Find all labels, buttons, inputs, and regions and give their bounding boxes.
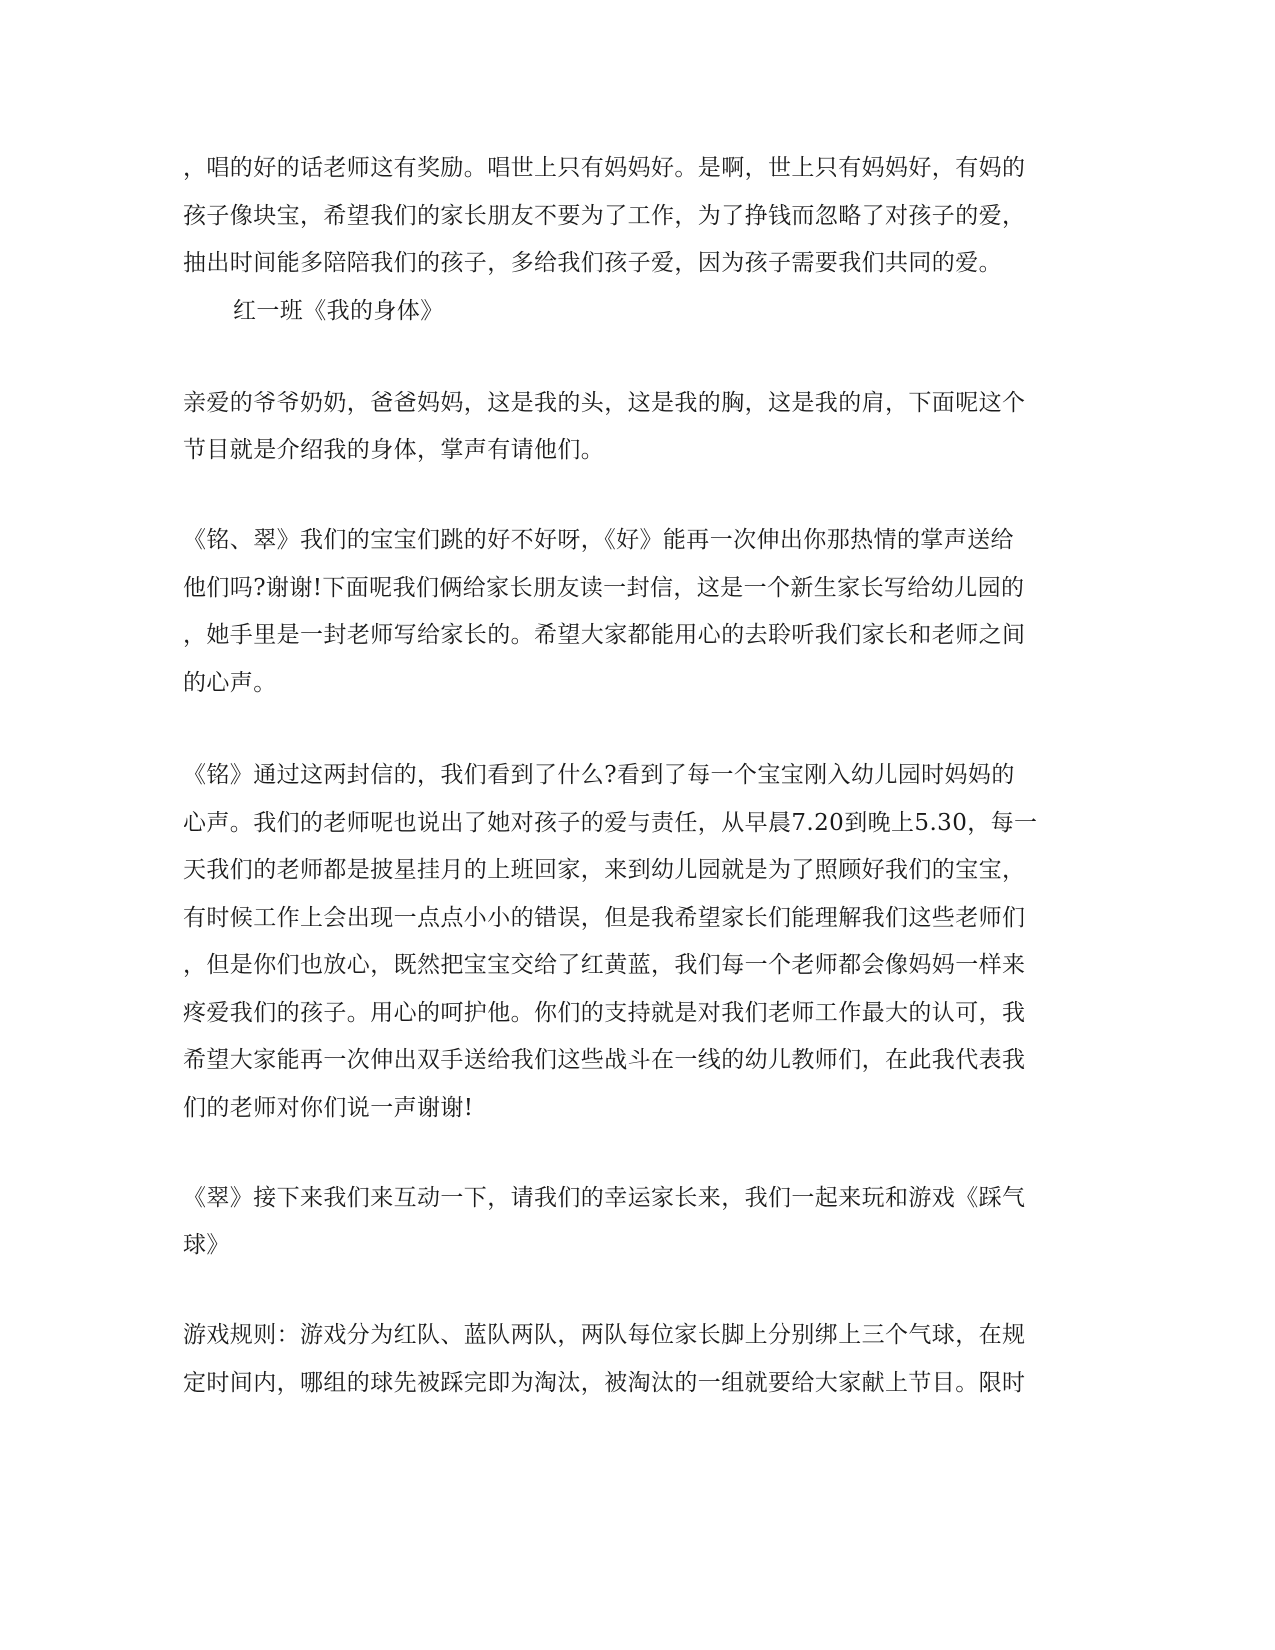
text-line: ，但是你们也放心，既然把宝宝交给了红黄蓝，我们每一个老师都会像妈妈一样来 <box>183 952 1026 978</box>
text-line: 天我们的老师都是披星挂月的上班回家，来到幼儿园就是为了照顾好我们的宝宝， <box>183 857 1026 883</box>
text-line: 《铭》通过这两封信的，我们看到了什么?看到了每一个宝宝刚入幼儿园时妈妈的 <box>183 762 1015 788</box>
text-line: 希望大家能再一次伸出双手送给我们这些战斗在一线的幼儿教师们，在此我代表我 <box>183 1047 1026 1073</box>
text-line: 定时间内，哪组的球先被踩完即为淘汰，被淘汰的一组就要给大家献上节目。限时 <box>183 1370 1026 1396</box>
text-line: 孩子像块宝，希望我们的家长朋友不要为了工作，为了挣钱而忽略了对孩子的爱， <box>183 203 1026 229</box>
text-line: 心声。我们的老师呢也说出了她对孩子的爱与责任，从早晨7.20到晚上5.30，每一 <box>183 810 1038 836</box>
text-line: 的心声。 <box>183 670 277 696</box>
text-line: 有时候工作上会出现一点点小小的错误，但是我希望家长们能理解我们这些老师们 <box>183 905 1026 931</box>
section-heading: 红一班《我的身体》 <box>233 298 444 324</box>
text-line: ，唱的好的话老师这有奖励。唱世上只有妈妈好。是啊，世上只有妈妈好，有妈的 <box>183 155 1026 181</box>
text-line: 游戏规则：游戏分为红队、蓝队两队，两队每位家长脚上分别绑上三个气球，在规 <box>183 1322 1026 1348</box>
text-line: ，她手里是一封老师写给家长的。希望大家都能用心的去聆听我们家长和老师之间 <box>183 622 1026 648</box>
text-line: 亲爱的爷爷奶奶，爸爸妈妈，这是我的头，这是我的胸，这是我的肩，下面呢这个 <box>183 390 1026 416</box>
text-line: 疼爱我们的孩子。用心的呵护他。你们的支持就是对我们老师工作最大的认可，我 <box>183 1000 1026 1026</box>
text-line: 他们吗?谢谢!下面呢我们俩给家长朋友读一封信，这是一个新生家长写给幼儿园的 <box>183 575 1025 601</box>
text-line: 《翠》接下来我们来互动一下，请我们的幸运家长来，我们一起来玩和游戏《踩气 <box>183 1185 1026 1211</box>
text-line: 球》 <box>183 1232 230 1258</box>
text-line: 节目就是介绍我的身体，掌声有请他们。 <box>183 437 605 463</box>
text-line: 《铭、翠》我们的宝宝们跳的好不好呀，《好》能再一次伸出你那热情的掌声送给 <box>183 527 1014 553</box>
text-line: 抽出时间能多陪陪我们的孩子，多给我们孩子爱，因为孩子需要我们共同的爱。 <box>183 250 1002 276</box>
text-line: 们的老师对你们说一声谢谢! <box>183 1095 474 1121</box>
